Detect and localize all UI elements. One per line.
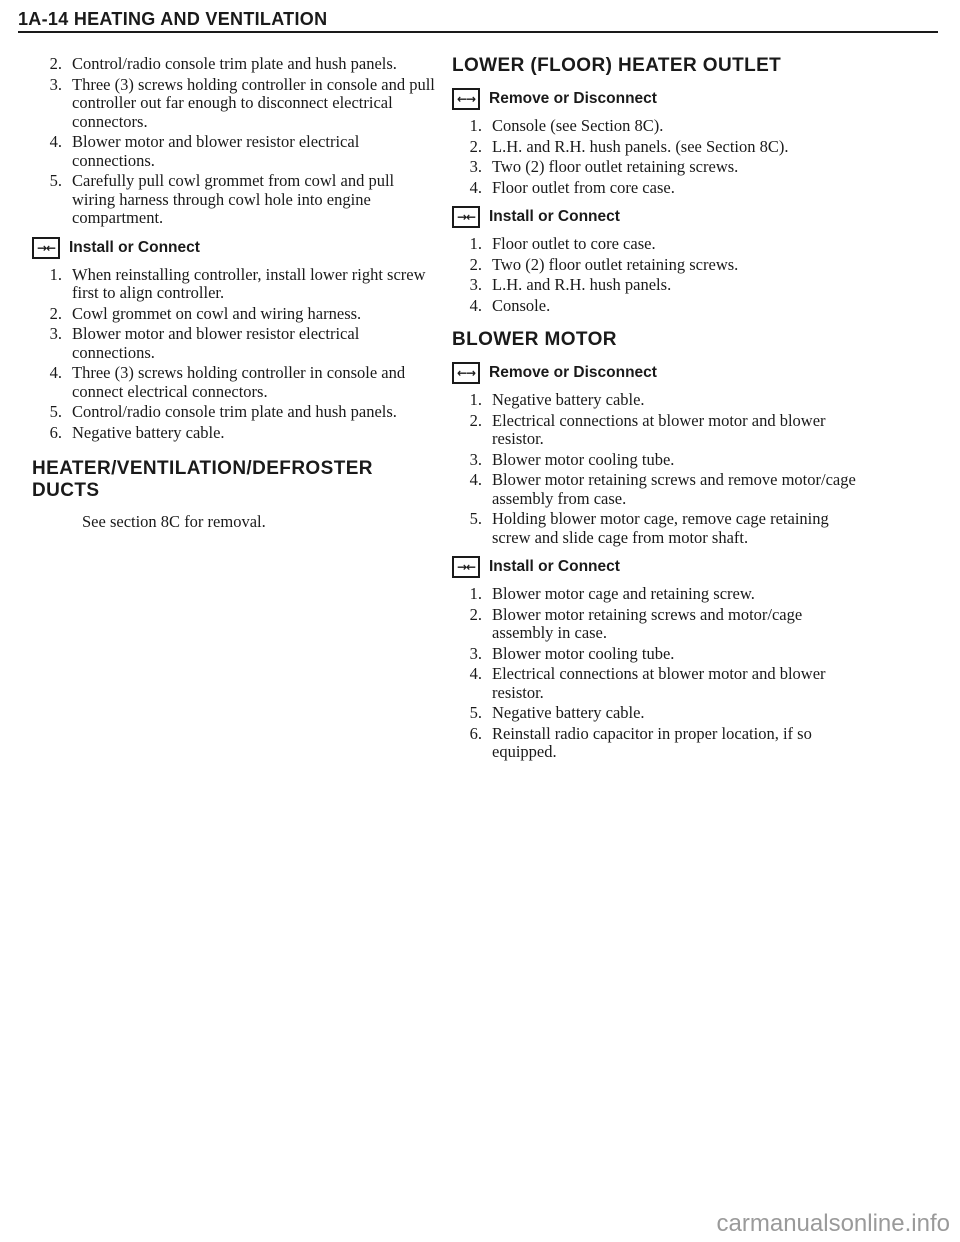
list-item bbox=[32, 325, 440, 362]
controller-install-list bbox=[32, 266, 440, 443]
list-item bbox=[452, 665, 860, 702]
list-item bbox=[32, 55, 440, 74]
item-number: 3. bbox=[469, 157, 482, 176]
item-number: 3. bbox=[469, 643, 482, 663]
item-number: 1. bbox=[469, 390, 482, 409]
controller-remove-list bbox=[32, 55, 440, 228]
remove-label: Remove or Disconnect bbox=[489, 364, 657, 381]
item-number: 4. bbox=[469, 177, 482, 197]
item-text: L.H. and R.H. hush panels. (see Section 8C). bbox=[492, 136, 789, 156]
item-number: 5. bbox=[469, 703, 482, 722]
item-number: 3. bbox=[49, 74, 62, 94]
list-item bbox=[452, 510, 860, 547]
item-number: 4. bbox=[49, 132, 62, 151]
item-text: Cowl grommet on cowl and wiring harness. bbox=[72, 303, 362, 323]
item-text: Two (2) floor outlet retaining screws. bbox=[492, 254, 739, 274]
item-number: 4. bbox=[469, 664, 482, 683]
item-number: 3. bbox=[469, 449, 482, 469]
item-text: Console. bbox=[492, 295, 551, 315]
list-item bbox=[452, 451, 860, 470]
item-number: 2. bbox=[49, 54, 62, 73]
remove-arrows-icon: ←→ bbox=[452, 88, 480, 110]
item-text: Reinstall radio capacitor in proper location, if so equipped. bbox=[492, 723, 812, 761]
item-number: 5. bbox=[469, 509, 482, 528]
item-text: Negative battery cable. bbox=[72, 422, 225, 442]
item-number: 2. bbox=[469, 136, 482, 156]
item-text: When reinstalling controller, install lower right screw first to align controller. bbox=[72, 264, 426, 302]
install-label: Install or Connect bbox=[69, 238, 200, 256]
lower-outlet-install-list bbox=[452, 235, 860, 315]
item-number: 1. bbox=[469, 116, 482, 135]
item-text: Electrical connections at blower motor and blower resistor. bbox=[492, 410, 826, 448]
item-text: Blower motor retaining screws and motor/cage assembly in case. bbox=[492, 604, 803, 642]
item-text: Blower motor cooling tube. bbox=[492, 449, 675, 469]
item-number: 3. bbox=[469, 275, 482, 294]
watermark: carmanualsonline.info bbox=[716, 1210, 950, 1237]
lower-outlet-section-title: LOWER (FLOOR) HEATER OUTLET bbox=[452, 55, 782, 76]
list-item bbox=[452, 117, 860, 136]
item-text: Negative battery cable. bbox=[492, 703, 645, 722]
item-text: Blower motor cage and retaining screw. bbox=[492, 584, 755, 603]
item-text: L.H. and R.H. hush panels. bbox=[492, 275, 672, 294]
list-item bbox=[32, 76, 440, 132]
remove-heading bbox=[452, 85, 860, 113]
list-item bbox=[32, 424, 440, 443]
item-text: Blower motor retaining screws and remove motor/cage assembly from case. bbox=[492, 470, 856, 508]
item-number: 2. bbox=[469, 410, 482, 430]
list-item bbox=[32, 133, 440, 170]
remove-arrows-icon: ←→ bbox=[452, 362, 480, 384]
item-number: 1. bbox=[469, 234, 482, 253]
item-text: Carefully pull cowl grommet from cowl and pull wiring harness through cowl hole into engine compartment. bbox=[72, 171, 395, 227]
item-text: Blower motor and blower resistor electrical connections. bbox=[72, 132, 360, 170]
remove-heading bbox=[452, 359, 860, 387]
list-item bbox=[32, 403, 440, 422]
header-rule bbox=[18, 31, 938, 33]
install-label: Install or Connect bbox=[489, 208, 620, 225]
item-number: 5. bbox=[49, 171, 62, 190]
install-label: Install or Connect bbox=[489, 558, 620, 575]
install-arrows-icon: →← bbox=[452, 556, 480, 578]
list-item bbox=[32, 305, 440, 324]
item-number: 6. bbox=[469, 723, 482, 743]
item-text: Floor outlet from core case. bbox=[492, 177, 675, 197]
left-column bbox=[32, 55, 440, 532]
list-item bbox=[452, 471, 860, 508]
item-number: 6. bbox=[49, 422, 62, 442]
list-item bbox=[452, 606, 860, 643]
remove-label: Remove or Disconnect bbox=[489, 90, 657, 107]
list-item bbox=[452, 158, 860, 177]
right-column bbox=[452, 55, 860, 764]
item-text: Holding blower motor cage, remove cage retaining screw and slide cage from motor shaft. bbox=[492, 509, 829, 547]
item-number: 5. bbox=[49, 402, 62, 421]
page-header bbox=[18, 8, 938, 34]
list-item bbox=[452, 725, 860, 762]
item-number: 2. bbox=[469, 604, 482, 624]
item-text: Control/radio console trim plate and hush panels. bbox=[72, 54, 397, 73]
blower-remove-list bbox=[452, 391, 860, 547]
list-item bbox=[452, 412, 860, 449]
item-number: 2. bbox=[469, 254, 482, 274]
item-text: Console (see Section 8C). bbox=[492, 116, 664, 135]
item-number: 4. bbox=[469, 470, 482, 489]
list-item bbox=[452, 256, 860, 275]
item-text: Negative battery cable. bbox=[492, 390, 645, 409]
list-item bbox=[452, 276, 860, 295]
item-text: Blower motor and blower resistor electrical connections. bbox=[72, 324, 360, 362]
blower-motor-section-title: BLOWER MOTOR bbox=[452, 329, 617, 350]
item-number: 1. bbox=[49, 264, 62, 284]
item-number: 4. bbox=[469, 295, 482, 315]
page-title: 1A-14 HEATING AND VENTILATION bbox=[18, 9, 328, 29]
list-item bbox=[32, 172, 440, 228]
ducts-section-title: HEATER/VENTILATION/DEFROSTER DUCTS bbox=[32, 458, 373, 501]
list-item bbox=[452, 138, 860, 157]
list-item bbox=[452, 391, 860, 410]
list-item bbox=[452, 235, 860, 254]
list-item bbox=[452, 704, 860, 723]
list-item bbox=[32, 364, 440, 401]
install-arrows-icon: →← bbox=[32, 237, 60, 259]
item-text: Floor outlet to core case. bbox=[492, 234, 656, 253]
list-item bbox=[32, 266, 440, 303]
list-item bbox=[452, 585, 860, 604]
item-text: Electrical connections at blower motor and blower resistor. bbox=[492, 664, 826, 702]
item-text: Control/radio console trim plate and hush panels. bbox=[72, 402, 397, 421]
list-item bbox=[452, 645, 860, 664]
item-text: Blower motor cooling tube. bbox=[492, 643, 675, 663]
lower-outlet-remove-list bbox=[452, 117, 860, 197]
list-item bbox=[452, 297, 860, 316]
install-arrows-icon: →← bbox=[452, 206, 480, 228]
item-number: 2. bbox=[49, 303, 62, 323]
item-text: Two (2) floor outlet retaining screws. bbox=[492, 157, 739, 176]
item-text: Three (3) screws holding controller in console and connect electrical connectors. bbox=[72, 363, 406, 401]
list-item bbox=[452, 179, 860, 198]
install-heading bbox=[452, 203, 860, 231]
item-number: 1. bbox=[469, 584, 482, 603]
install-heading bbox=[32, 234, 440, 262]
blower-install-list bbox=[452, 585, 860, 762]
ducts-text: See section 8C for removal. bbox=[82, 512, 266, 531]
item-number: 3. bbox=[49, 324, 62, 343]
install-heading bbox=[452, 553, 860, 581]
item-number: 4. bbox=[49, 363, 62, 382]
item-text: Three (3) screws holding controller in console and pull controller out far enough to disconnect electrical connectors. bbox=[72, 74, 435, 131]
